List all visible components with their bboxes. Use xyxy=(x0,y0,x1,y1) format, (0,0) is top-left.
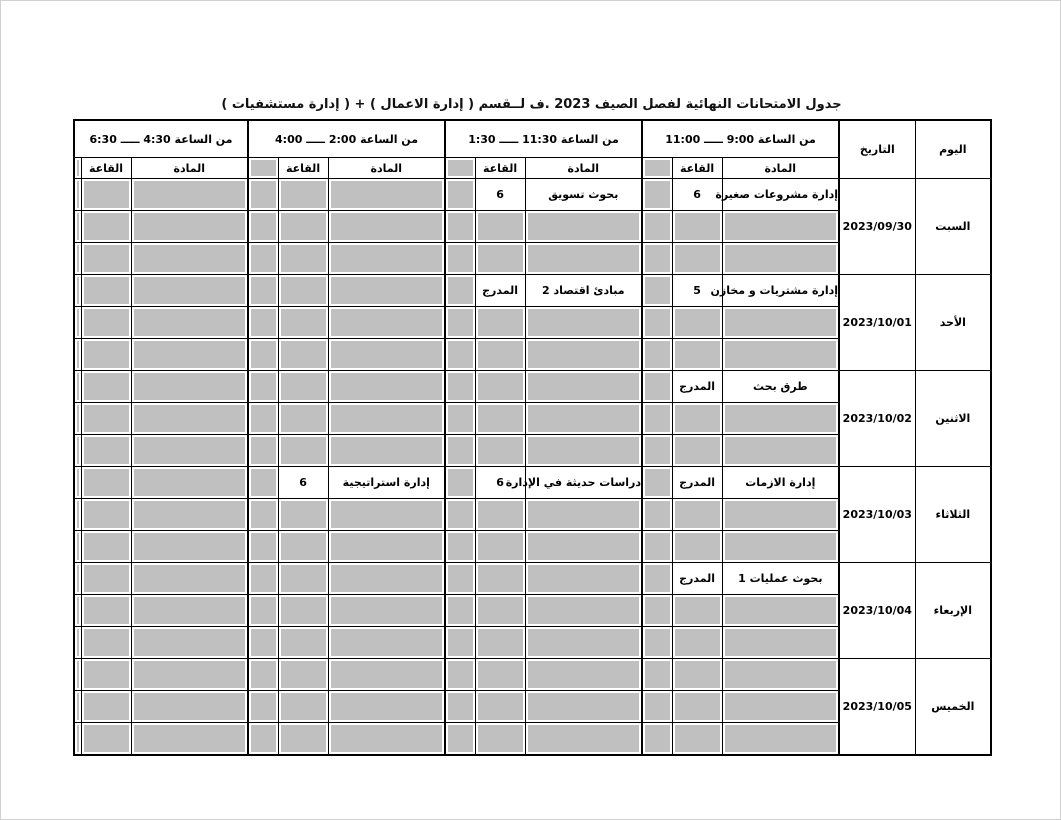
subject-cell xyxy=(131,403,248,435)
room-cell xyxy=(278,275,328,307)
subject-cell xyxy=(722,403,839,435)
room-cell xyxy=(475,403,525,435)
room-cell xyxy=(81,243,131,275)
spacer-cell xyxy=(642,691,672,723)
subject-cell xyxy=(525,371,642,403)
spacer-cell xyxy=(74,307,81,339)
room-cell xyxy=(81,499,131,531)
spacer-cell xyxy=(642,435,672,467)
subject-cell xyxy=(525,211,642,243)
subject-cell: إدارة مشروعات صغيرة xyxy=(722,179,839,211)
subject-cell xyxy=(131,467,248,499)
subject-cell xyxy=(131,627,248,659)
subject-cell xyxy=(328,339,445,371)
spacer-cell xyxy=(248,179,278,211)
room-cell xyxy=(672,627,722,659)
room-cell xyxy=(278,499,328,531)
room-cell xyxy=(475,531,525,563)
subject-cell xyxy=(328,275,445,307)
subject-cell: دراسات حديثة في الإدارة xyxy=(525,467,642,499)
subject-cell xyxy=(722,691,839,723)
room-cell xyxy=(672,531,722,563)
subject-cell xyxy=(525,499,642,531)
subject-cell xyxy=(131,307,248,339)
room-cell xyxy=(672,307,722,339)
room-cell xyxy=(278,403,328,435)
subject-cell xyxy=(525,691,642,723)
subject-cell xyxy=(525,531,642,563)
spacer-cell xyxy=(445,531,475,563)
subject-cell xyxy=(722,211,839,243)
subject-cell xyxy=(131,435,248,467)
subject-cell xyxy=(328,243,445,275)
spacer-cell xyxy=(248,531,278,563)
room-cell xyxy=(81,179,131,211)
room-cell xyxy=(278,531,328,563)
room-cell xyxy=(672,403,722,435)
spacer-cell xyxy=(642,595,672,627)
slot-header: من الساعة 2:00 ـــــ 4:00 xyxy=(248,120,445,158)
room-cell xyxy=(278,563,328,595)
spacer-cell xyxy=(445,179,475,211)
spacer-cell xyxy=(642,158,672,179)
subject-column-header: المادة xyxy=(722,158,839,179)
subject-cell: بحوث عمليات 1 xyxy=(722,563,839,595)
subject-cell xyxy=(131,659,248,691)
room-cell xyxy=(278,435,328,467)
room-cell xyxy=(672,595,722,627)
room-cell xyxy=(475,243,525,275)
spacer-cell xyxy=(642,179,672,211)
subject-cell xyxy=(722,243,839,275)
room-cell xyxy=(278,691,328,723)
room-cell: المدرج xyxy=(672,371,722,403)
room-cell xyxy=(278,179,328,211)
spacer-cell xyxy=(445,211,475,243)
subject-cell xyxy=(722,659,839,691)
room-cell xyxy=(475,659,525,691)
subject-cell xyxy=(525,307,642,339)
room-cell: 5 xyxy=(672,275,722,307)
day-name: الثلاثاء xyxy=(915,467,991,563)
spacer-cell xyxy=(248,243,278,275)
subject-cell xyxy=(131,371,248,403)
subject-cell: إدارة مشتريات و مخازن xyxy=(722,275,839,307)
spacer-cell xyxy=(642,467,672,499)
room-cell xyxy=(81,691,131,723)
spacer-cell xyxy=(642,531,672,563)
subject-cell xyxy=(328,435,445,467)
schedule-row xyxy=(74,275,991,307)
subject-cell xyxy=(131,723,248,756)
spacer-cell xyxy=(445,723,475,756)
subject-cell xyxy=(722,435,839,467)
spacer-cell xyxy=(445,371,475,403)
room-cell xyxy=(278,339,328,371)
slot-header: من الساعة 4:30 ـــــ 6:30 xyxy=(74,120,248,158)
room-cell xyxy=(81,563,131,595)
day-date: 2023/10/03 xyxy=(839,467,915,563)
room-cell: 6 xyxy=(672,179,722,211)
room-column-header: القاعة xyxy=(81,158,131,179)
spacer-cell xyxy=(445,403,475,435)
room-cell: المدرج xyxy=(672,467,722,499)
subject-cell xyxy=(131,275,248,307)
spacer-cell xyxy=(74,403,81,435)
spacer-cell xyxy=(445,467,475,499)
spacer-cell xyxy=(74,158,81,179)
room-cell: 6 xyxy=(278,467,328,499)
spacer-cell xyxy=(248,307,278,339)
spacer-cell xyxy=(74,371,81,403)
room-cell xyxy=(672,339,722,371)
subject-cell xyxy=(328,563,445,595)
subject-cell xyxy=(525,339,642,371)
subject-cell xyxy=(525,595,642,627)
room-cell xyxy=(81,307,131,339)
room-column-header: القاعة xyxy=(672,158,722,179)
room-cell xyxy=(672,211,722,243)
spacer-cell xyxy=(248,595,278,627)
spacer-cell xyxy=(445,595,475,627)
room-cell xyxy=(278,595,328,627)
spacer-cell xyxy=(74,339,81,371)
spacer-cell xyxy=(74,179,81,211)
subject-cell xyxy=(131,595,248,627)
subject-cell: إدارة الازمات xyxy=(722,467,839,499)
day-name: الإربعاء xyxy=(915,563,991,659)
spacer-cell xyxy=(74,499,81,531)
spacer-cell xyxy=(642,659,672,691)
schedule-row xyxy=(74,467,991,499)
slot-header-row xyxy=(74,120,991,158)
room-cell: 6 xyxy=(475,467,525,499)
room-cell: المدرج xyxy=(672,563,722,595)
spacer-cell xyxy=(74,563,81,595)
slot-header: من الساعة 11:30 ـــــ 1:30 xyxy=(445,120,642,158)
room-cell: المدرج xyxy=(475,275,525,307)
room-cell xyxy=(81,403,131,435)
day-name: الأحد xyxy=(915,275,991,371)
spacer-cell xyxy=(248,467,278,499)
day-date: 2023/10/05 xyxy=(839,659,915,756)
spacer-cell xyxy=(248,659,278,691)
day-column-header: اليوم xyxy=(915,120,991,179)
room-cell xyxy=(81,467,131,499)
subject-cell: طرق بحث xyxy=(722,371,839,403)
subject-cell xyxy=(328,659,445,691)
spacer-cell xyxy=(248,211,278,243)
schedule-row xyxy=(74,659,991,691)
schedule-row xyxy=(74,371,991,403)
subject-cell xyxy=(328,403,445,435)
subject-cell xyxy=(131,563,248,595)
room-cell xyxy=(672,499,722,531)
spacer-cell xyxy=(445,243,475,275)
subject-cell xyxy=(131,499,248,531)
spacer-cell xyxy=(74,435,81,467)
spacer-cell xyxy=(445,627,475,659)
day-name: الاثنين xyxy=(915,371,991,467)
room-cell xyxy=(475,371,525,403)
room-cell xyxy=(278,211,328,243)
room-cell xyxy=(81,659,131,691)
subject-cell xyxy=(525,627,642,659)
subject-cell xyxy=(722,499,839,531)
room-cell xyxy=(81,339,131,371)
spacer-cell xyxy=(642,339,672,371)
spacer-cell xyxy=(642,723,672,756)
spacer-cell xyxy=(642,499,672,531)
spacer-cell xyxy=(642,403,672,435)
spacer-cell xyxy=(248,158,278,179)
spacer-cell xyxy=(642,563,672,595)
subject-cell xyxy=(131,339,248,371)
spacer-cell xyxy=(248,339,278,371)
exam-schedule-table xyxy=(73,119,992,756)
spacer-cell xyxy=(642,275,672,307)
day-date: 2023/10/01 xyxy=(839,275,915,371)
spacer-cell xyxy=(74,211,81,243)
subject-cell xyxy=(328,595,445,627)
room-cell xyxy=(475,595,525,627)
subject-cell xyxy=(131,691,248,723)
spacer-cell xyxy=(445,158,475,179)
spacer-cell xyxy=(445,275,475,307)
spacer-cell xyxy=(445,307,475,339)
spacer-cell xyxy=(642,211,672,243)
spacer-cell xyxy=(445,659,475,691)
room-cell xyxy=(81,595,131,627)
subject-cell xyxy=(525,243,642,275)
subject-cell xyxy=(722,595,839,627)
subject-column-header: المادة xyxy=(525,158,642,179)
room-cell xyxy=(81,275,131,307)
room-cell xyxy=(81,371,131,403)
subject-cell xyxy=(131,179,248,211)
subject-cell xyxy=(525,723,642,756)
subject-cell xyxy=(328,531,445,563)
subject-cell xyxy=(328,307,445,339)
room-cell xyxy=(278,627,328,659)
room-cell xyxy=(278,723,328,756)
spacer-cell xyxy=(74,531,81,563)
spacer-cell xyxy=(74,243,81,275)
spacer-cell xyxy=(642,371,672,403)
spacer-cell xyxy=(445,691,475,723)
spacer-cell xyxy=(74,275,81,307)
subject-cell xyxy=(328,627,445,659)
subject-cell xyxy=(131,211,248,243)
subject-cell xyxy=(525,563,642,595)
room-cell xyxy=(475,435,525,467)
date-column-header: التاريخ xyxy=(839,120,915,179)
slot-header: من الساعة 9:00 ـــــ 11:00 xyxy=(642,120,839,158)
room-cell xyxy=(81,723,131,756)
spacer-cell xyxy=(74,627,81,659)
spacer-cell xyxy=(74,723,81,756)
subject-column-header: المادة xyxy=(131,158,248,179)
room-column-header: القاعة xyxy=(278,158,328,179)
room-cell xyxy=(81,627,131,659)
room-cell xyxy=(672,723,722,756)
subject-cell xyxy=(328,371,445,403)
room-cell xyxy=(81,435,131,467)
room-column-header: القاعة xyxy=(475,158,525,179)
subject-cell xyxy=(722,339,839,371)
room-cell xyxy=(672,243,722,275)
day-date: 2023/10/04 xyxy=(839,563,915,659)
spacer-cell xyxy=(642,627,672,659)
room-cell xyxy=(475,307,525,339)
day-name: السبت xyxy=(915,179,991,275)
subject-cell: مبادئ اقتصاد 2 xyxy=(525,275,642,307)
room-cell xyxy=(81,531,131,563)
room-cell xyxy=(475,563,525,595)
spacer-cell xyxy=(642,307,672,339)
spacer-cell xyxy=(248,371,278,403)
subject-cell: بحوث تسويق xyxy=(525,179,642,211)
document-title: جدول الامتحانات النهائية لفصل الصيف 2023 .ف لــقسم ( إدارة الاعمال ) + ( إدارة مستشفيات ) xyxy=(221,97,842,112)
spacer-cell xyxy=(74,467,81,499)
spacer-cell xyxy=(74,595,81,627)
subject-cell: إدارة استراتيجية xyxy=(328,467,445,499)
room-cell xyxy=(278,371,328,403)
subject-cell xyxy=(722,723,839,756)
subject-cell xyxy=(722,307,839,339)
day-date: 2023/10/02 xyxy=(839,371,915,467)
room-cell xyxy=(475,211,525,243)
room-cell: 6 xyxy=(475,179,525,211)
spacer-cell xyxy=(445,339,475,371)
room-cell xyxy=(475,627,525,659)
room-cell xyxy=(278,659,328,691)
day-name: الخميس xyxy=(915,659,991,756)
room-cell xyxy=(475,339,525,371)
spacer-cell xyxy=(74,691,81,723)
subject-cell xyxy=(722,531,839,563)
room-cell xyxy=(672,435,722,467)
room-cell xyxy=(475,723,525,756)
spacer-cell xyxy=(248,723,278,756)
schedule-body xyxy=(74,179,991,756)
subject-cell xyxy=(722,627,839,659)
room-cell xyxy=(475,691,525,723)
subject-cell xyxy=(328,211,445,243)
room-cell xyxy=(672,659,722,691)
subject-cell xyxy=(131,243,248,275)
spacer-cell xyxy=(248,691,278,723)
subject-cell xyxy=(328,723,445,756)
spacer-cell xyxy=(248,499,278,531)
spacer-cell xyxy=(248,563,278,595)
subject-cell xyxy=(328,499,445,531)
spacer-cell xyxy=(248,403,278,435)
subject-cell xyxy=(525,659,642,691)
room-cell xyxy=(81,211,131,243)
spacer-cell xyxy=(445,499,475,531)
spacer-cell xyxy=(248,627,278,659)
spacer-cell xyxy=(248,275,278,307)
spacer-cell xyxy=(445,563,475,595)
subject-cell xyxy=(525,435,642,467)
subject-column-header: المادة xyxy=(328,158,445,179)
room-cell xyxy=(672,691,722,723)
subject-cell xyxy=(131,531,248,563)
schedule-row xyxy=(74,563,991,595)
spacer-cell xyxy=(642,243,672,275)
room-cell xyxy=(475,499,525,531)
spacer-cell xyxy=(74,659,81,691)
subject-cell xyxy=(328,179,445,211)
room-cell xyxy=(278,243,328,275)
spacer-cell xyxy=(445,435,475,467)
subject-cell xyxy=(525,403,642,435)
day-date: 2023/09/30 xyxy=(839,179,915,275)
subject-cell xyxy=(328,691,445,723)
schedule-row xyxy=(74,179,991,211)
room-cell xyxy=(278,307,328,339)
spacer-cell xyxy=(248,435,278,467)
